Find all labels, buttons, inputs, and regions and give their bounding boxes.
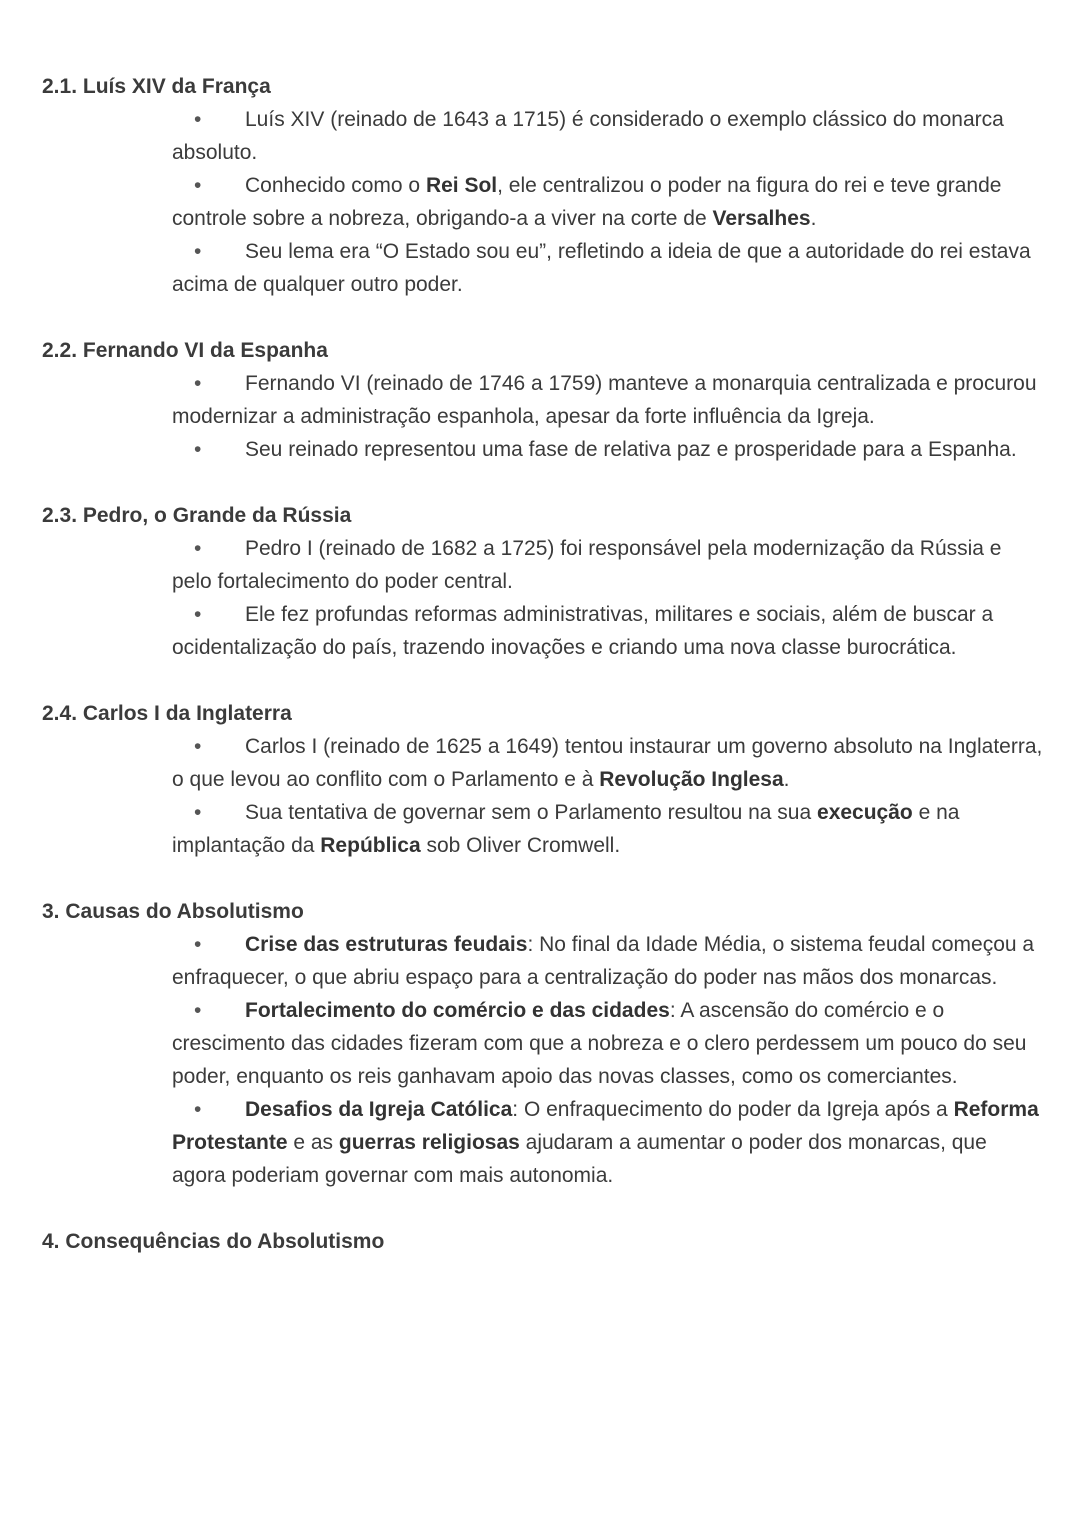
text: Fernando VI (reinado de 1746 a 1759) manteve a monarquia centralizada e procurou modernizar a administração espanhola, apesar da forte influência da Igreja. [172, 372, 1037, 428]
document-section [0, 499, 1080, 664]
bullet-item [172, 367, 1044, 433]
section-heading: 2.4. Carlos I da Inglaterra [42, 702, 292, 725]
text: e na implantação da [172, 801, 960, 857]
text: ajudaram a aumentar o poder dos monarcas, que agora poderiam governar com mais autonomia. [172, 1131, 987, 1187]
bold-text: Desafios da Igreja Católica [245, 1098, 513, 1121]
bullet-icon: • [194, 801, 202, 824]
text: . [810, 207, 817, 230]
text: , ele centralizou o poder na figura do rei e teve grande controle sobre a nobreza, obrigando-a a viver na corte de [172, 174, 1002, 230]
section-heading: 2.2. Fernando VI da Espanha [42, 339, 328, 362]
bullet-item [172, 235, 1044, 301]
bullet-icon: • [194, 174, 202, 197]
bullet-item [172, 169, 1044, 235]
bold-text: Rei Sol [425, 174, 498, 197]
bullet-item [172, 532, 1044, 598]
bold-text: República [320, 834, 421, 857]
text: Seu lema era “O Estado sou eu”, refletindo a ideia de que a autoridade do rei estava acima de qualquer outro poder. [172, 240, 1031, 296]
bold-text: Versalhes [712, 207, 811, 230]
bullet-icon: • [194, 108, 202, 131]
bullet-icon: • [194, 999, 202, 1022]
bullet-icon: • [194, 735, 202, 758]
bullet-icon: • [194, 933, 202, 956]
bullet-icon: • [194, 240, 202, 263]
text: Seu reinado representou uma fase de relativa paz e prosperidade para a Espanha. [245, 438, 1017, 461]
text: : A ascensão do comércio e o crescimento das cidades fizeram com que a nobreza e o clero perdessem um pouco do seu poder, enquanto os reis ganhavam apoio das novas classes, como os comerciantes. [172, 999, 1027, 1088]
bullet-item [172, 103, 1044, 169]
text: : O enfraquecimento do poder da Igreja após a [512, 1098, 954, 1121]
section-heading: 2.3. Pedro, o Grande da Rússia [42, 504, 352, 527]
document-section [0, 70, 1080, 301]
bullet-item [172, 796, 1044, 862]
bold-text: Fortalecimento do comércio e das cidades [245, 999, 670, 1022]
bullet-item [172, 433, 1044, 466]
text: Luís XIV (reinado de 1643 a 1715) é considerado o exemplo clássico do monarca absoluto. [172, 108, 1004, 164]
bullet-icon: • [194, 438, 202, 461]
bullet-icon: • [194, 537, 202, 560]
text: Conhecido como o [245, 174, 426, 197]
text: sob Oliver Cromwell. [420, 834, 621, 857]
document-section [0, 697, 1080, 862]
section-heading: 3. Causas do Absolutismo [42, 900, 304, 923]
text: e as [287, 1131, 339, 1154]
bullet-item [172, 1093, 1044, 1192]
bullet-icon: • [194, 372, 202, 395]
text: Sua tentativa de governar sem o Parlamento resultou na sua [245, 801, 818, 824]
document [0, 70, 1080, 1291]
bold-text: execução [817, 801, 913, 824]
text: : No final da Idade Média, o sistema feudal começou a enfraquecer, o que abriu espaço para a centralização do poder nas mãos dos monarcas. [172, 933, 1035, 989]
bold-text: Crise das estruturas feudais [245, 933, 528, 956]
bold-text: guerras religiosas [338, 1131, 520, 1154]
text: Carlos I (reinado de 1625 a 1649) tentou instaurar um governo absoluto na Inglaterra, o que levou ao conflito com o Parlamento e à [172, 735, 1043, 791]
document-section [0, 895, 1080, 1192]
text: Ele fez profundas reformas administrativas, militares e sociais, além de buscar a ocidentalização do país, trazendo inovações e criando uma nova classe burocrática. [172, 603, 994, 659]
bullet-item [172, 730, 1044, 796]
section-heading: 2.1. Luís XIV da França [42, 75, 271, 98]
text: Pedro I (reinado de 1682 a 1725) foi responsável pela modernização da Rússia e pelo fortalecimento do poder central. [172, 537, 1002, 593]
bullet-icon: • [194, 1098, 202, 1121]
bold-text: Revolução Inglesa [599, 768, 784, 791]
bold-text: Reforma Protestante [172, 1098, 1039, 1154]
document-section [0, 334, 1080, 466]
document-section [0, 1225, 1080, 1258]
bullet-icon: • [194, 603, 202, 626]
bullet-item [172, 928, 1044, 994]
bullet-item [172, 994, 1044, 1093]
section-heading: 4. Consequências do Absolutismo [42, 1230, 385, 1253]
text: . [783, 768, 790, 791]
bullet-item [172, 598, 1044, 664]
